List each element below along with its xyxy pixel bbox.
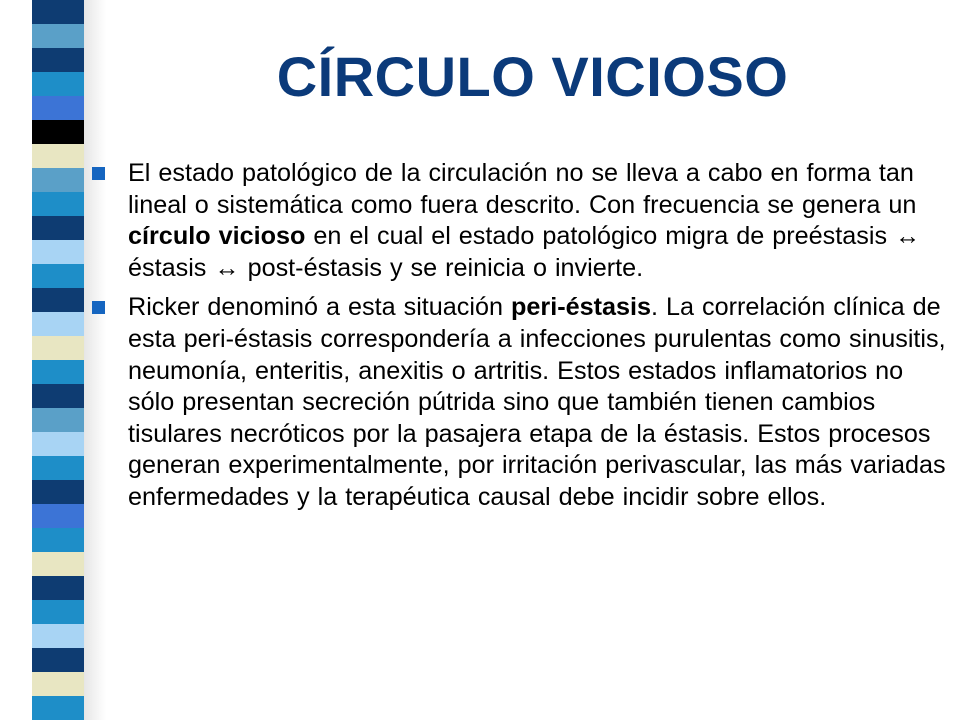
decorative-stripe-bar <box>32 0 84 720</box>
stripe-segment <box>32 264 84 288</box>
bullet-item <box>92 292 954 513</box>
stripe-segment <box>32 216 84 240</box>
stripe-segment <box>32 624 84 648</box>
stripe-segment <box>32 408 84 432</box>
stripe-segment <box>32 576 84 600</box>
bullet-text-bold: peri-éstasis <box>511 293 652 322</box>
stripe-segment <box>32 432 84 456</box>
stripe-segment <box>32 144 84 168</box>
bullet-item <box>92 158 954 284</box>
stripe-segment <box>32 72 84 96</box>
stripe-segment <box>32 48 84 72</box>
stripe-segment <box>32 528 84 552</box>
stripe-segment <box>32 312 84 336</box>
stripe-segment <box>32 384 84 408</box>
bullet-text-pre: El estado patológico de la circulación no se lleva a cabo en forma tan lineal o sistemática como fuera descrito. Con frecuencia se genera un <box>128 159 917 219</box>
stripe-segment <box>32 96 84 120</box>
stripe-segment <box>32 336 84 360</box>
stripe-segment <box>32 288 84 312</box>
stripe-segment <box>32 480 84 504</box>
stripe-segment <box>32 672 84 696</box>
stripe-segment <box>32 0 84 24</box>
stripe-segment <box>32 168 84 192</box>
stripe-segment <box>32 648 84 672</box>
bullet-list <box>92 158 954 522</box>
slide-title: CÍRCULO VICIOSO <box>276 45 789 108</box>
stripe-segment <box>32 360 84 384</box>
stripe-segment <box>32 504 84 528</box>
square-bullet-icon <box>92 301 105 314</box>
stripe-segment <box>32 696 84 720</box>
bullet-text-bold: círculo vicioso <box>128 222 306 251</box>
bullet-text-post: . La correlación clínica de esta peri-éstasis correspondería a infecciones purulentas como sinusitis, neumonía, enteritis, anexitis o artritis. Estos estados inflamatorios no sólo presentan secreción pútrida sino que también tienen cambios tisulares necróticos por la pasajera etapa de la éstasis. Estos procesos generan experimentalmente, por irritación perivascular, las más variadas enfermedades y la terapéutica causal debe incidir sobre ellos. <box>128 293 946 511</box>
bullet-text-post: en el cual el estado patológico migra de preéstasis ↔ éstasis ↔ post-éstasis y se reinicia o invierte. <box>128 222 921 282</box>
stripe-segment <box>32 600 84 624</box>
bullet-text-pre: Ricker denominó a esta situación <box>128 293 512 322</box>
stripe-segment <box>32 456 84 480</box>
stripe-segment <box>32 240 84 264</box>
stripe-segment <box>32 24 84 48</box>
square-bullet-icon <box>92 167 105 180</box>
stripe-segment <box>32 120 84 144</box>
stripe-segment <box>32 552 84 576</box>
stripe-segment <box>32 192 84 216</box>
